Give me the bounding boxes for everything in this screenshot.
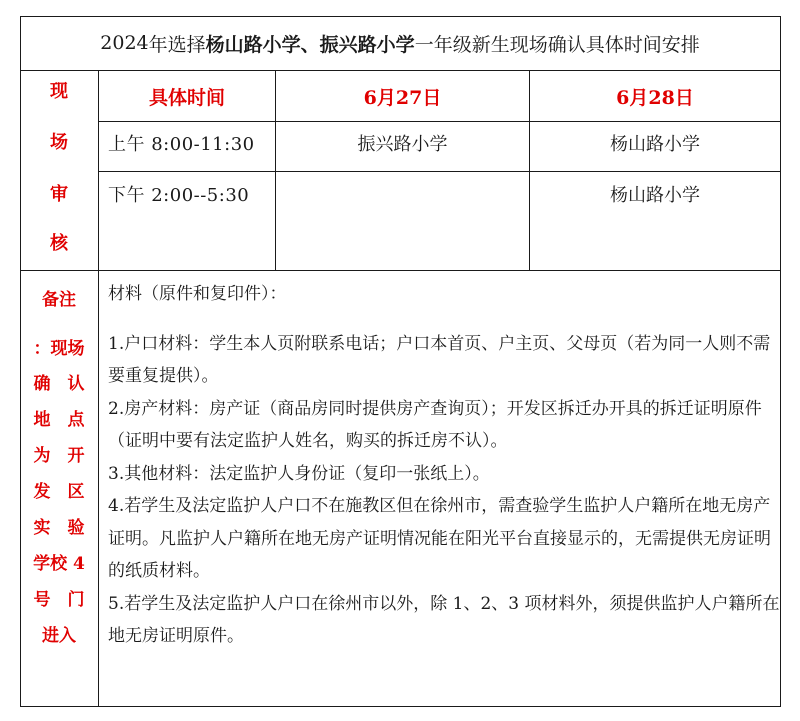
side-label-char: 现 (50, 81, 68, 102)
remark-line: ：现场 (33, 339, 85, 359)
remark-line: 实 验 (33, 518, 85, 538)
title-year: 2024 (100, 32, 149, 54)
materials-item: 3.其他材料：法定监护人身份证（复印一张纸上）。 (108, 463, 490, 484)
page-title (20, 16, 780, 70)
side-label-char: 场 (50, 132, 68, 153)
materials-item: 5.若学生及法定监护人户口在徐州市以外，除 1、2、3 项材料外，须提供监护人户籍所在地无房证明原件。 (108, 593, 780, 646)
time-morning: 上午 8:00-11:30 (108, 134, 255, 155)
rule-right (780, 16, 781, 707)
rule-under-schedule (20, 270, 781, 271)
rule-bottom (20, 706, 781, 707)
side-label (20, 71, 98, 270)
materials-item: 4.若学生及法定监护人户口不在施教区但在徐州市，需查验学生监护人户籍所在地无房产证明。凡监护人户籍所在地无房产证明情况能在阳光平台直接显示的，无需提供无房证明的纸质材料。 (108, 496, 771, 581)
jun27-morning: 振兴路小学 (357, 134, 448, 155)
materials-item: 1.户口材料：学生本人页附联系电话；户口本首页、户主页、父母页（若为同一人则不需要重复提供）。 (108, 333, 771, 386)
title-schools: 杨山路小学、振兴路小学 (205, 33, 415, 56)
title-post: 一年级新生现场确认具体时间安排 (414, 33, 700, 56)
remark-line: 备注 (42, 290, 76, 310)
rule-under-morning (98, 171, 781, 172)
time-afternoon: 下午 2:00--5:30 (108, 185, 250, 206)
materials-item: 2.房产材料：房产证（商品房同时提供房产查询页）；开发区拆迁办开具的拆迁证明原件（证明中要有法定监护人姓名，购买的拆迁房不认）。 (108, 398, 762, 451)
remark-line: 发 区 (33, 482, 85, 502)
remark-line: 进入 (42, 626, 76, 646)
header-jun27: 6月27日 (363, 86, 442, 109)
header-jun28: 6月28日 (616, 86, 694, 109)
materials-notes (108, 278, 780, 653)
remark-line: 地 点 (33, 410, 85, 430)
remark-label (20, 271, 98, 706)
rule-under-header (98, 121, 781, 122)
jun28-morning: 杨山路小学 (610, 134, 700, 155)
jun28-afternoon: 杨山路小学 (610, 185, 700, 206)
header-time: 具体时间 (148, 86, 225, 109)
remark-line: 号 门 (33, 590, 85, 610)
remark-line: 为 开 (33, 446, 85, 466)
remark-line: 学校 4 (33, 554, 85, 574)
rule-col-1 (98, 70, 99, 707)
materials-heading: 材料（原件和复印件）： (108, 284, 287, 304)
title-pre: 年选择 (148, 33, 206, 56)
side-label-char: 核 (50, 233, 68, 254)
remark-line: 确 认 (33, 374, 85, 394)
side-label-char: 审 (50, 184, 68, 205)
